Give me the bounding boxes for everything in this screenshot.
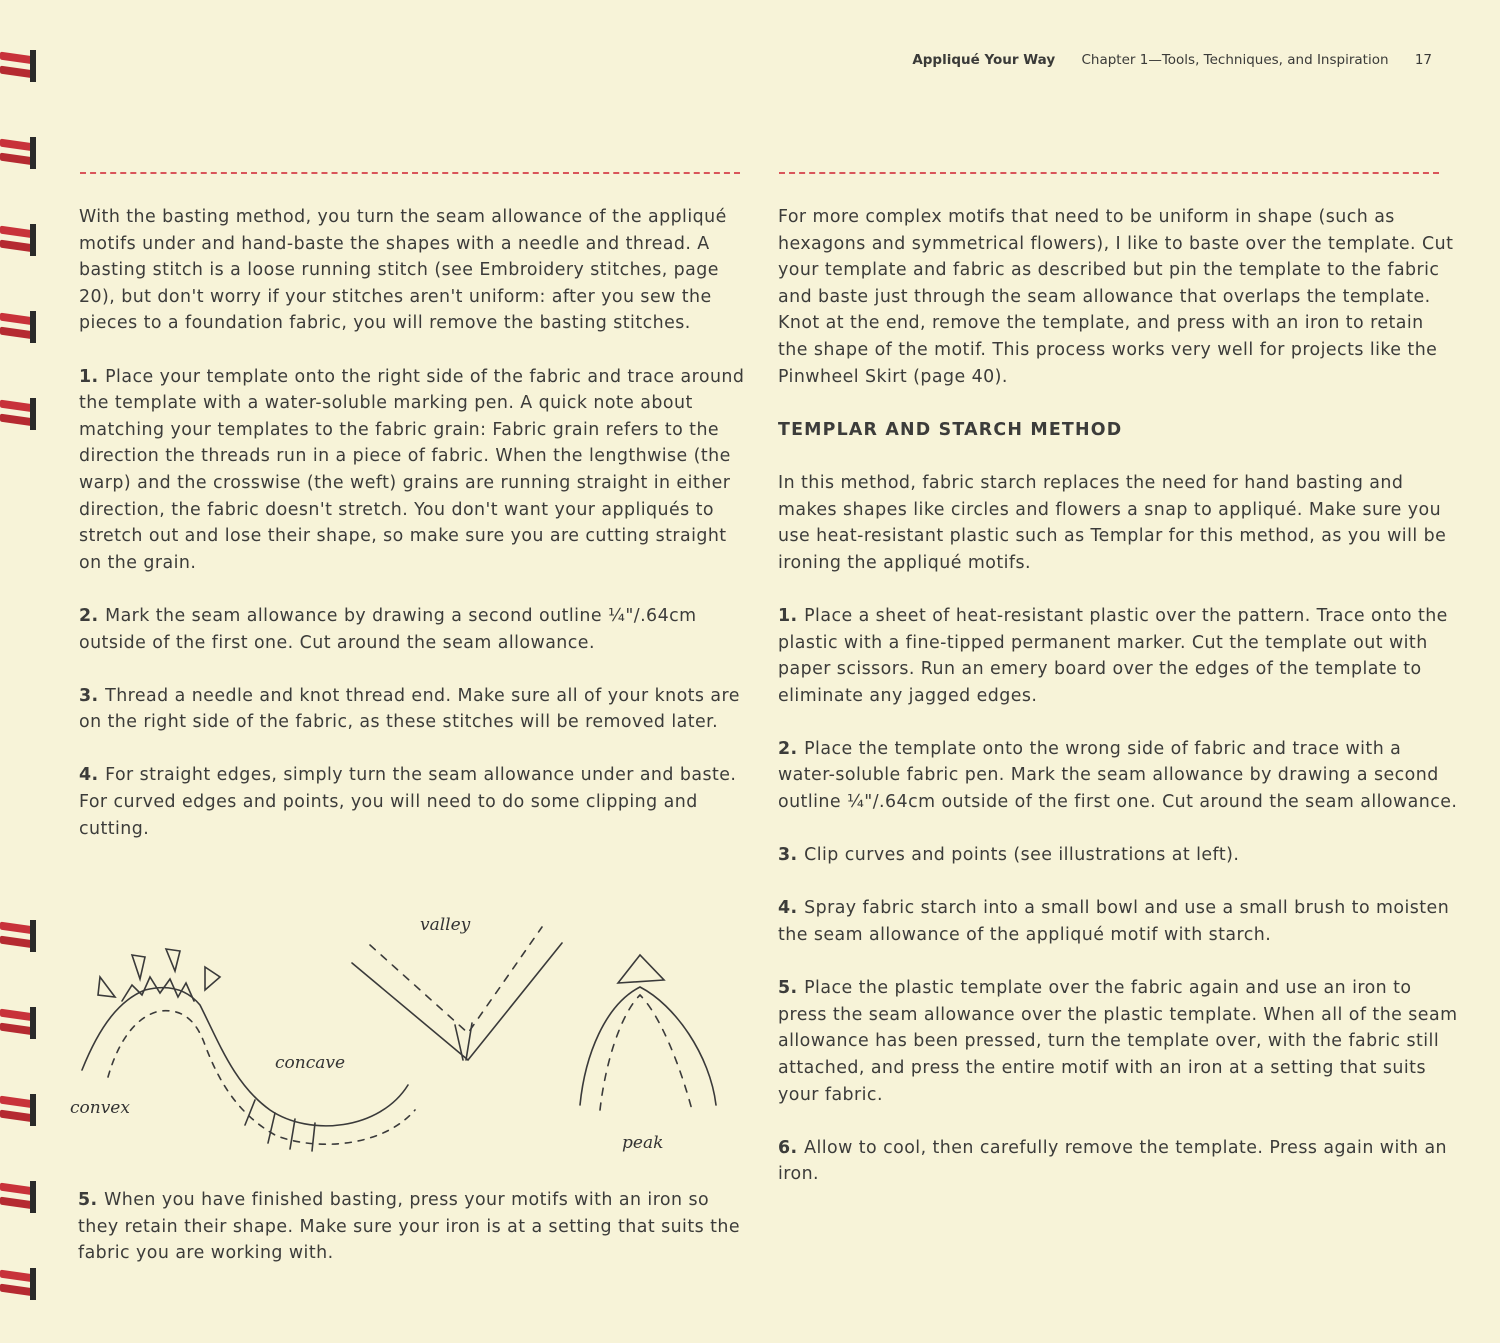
- cut-wedge: [166, 949, 180, 971]
- binding-ring: [0, 1092, 38, 1128]
- valley-outline: [352, 943, 562, 1060]
- step-number: 3.: [778, 845, 805, 866]
- convex-label: convex: [70, 1098, 130, 1118]
- binding-ring: [0, 48, 38, 84]
- right-intro-paragraph: For more complex motifs that need to be uniform in shape (such as hexagons and symmetrical flowers), I like to baste over the template. Cut your template and fabric as described but pin the template to the fabric and baste just through the seam allowance that overlaps the template. Knot at the end, remove the template, and press with an iron to retain the shape of the motif. This process works very well for projects like the Pinwheel Skirt (page 40).: [778, 207, 1454, 387]
- right-step-5: [778, 975, 1458, 1108]
- step-text: Mark the seam allowance by drawing a second outline ¼"/.64cm outside of the first one. Cut around the seam allowance.: [79, 605, 697, 653]
- step-number: 1.: [778, 605, 805, 626]
- binding-ring: [0, 309, 38, 345]
- valley-label: valley: [420, 915, 471, 935]
- right-step-6: [778, 1135, 1458, 1188]
- spiral-binding: [0, 0, 44, 1343]
- right-step-4: [778, 895, 1458, 948]
- step-number: 5.: [78, 1190, 105, 1210]
- step-text: Allow to cool, then carefully remove the template. Press again with an iron.: [778, 1137, 1448, 1185]
- step-text: Place a sheet of heat-resistant plastic over the pattern. Trace onto the plastic with a fine-tipped permanent marker. Cut the template out with paper scissors. Run an emery board over the edges of the template to eliminate any jagged edges.: [778, 605, 1448, 706]
- step-number: 6.: [778, 1137, 805, 1158]
- cut-wedge: [132, 955, 145, 979]
- cut-wedge: [205, 967, 220, 990]
- step-text: Place the template onto the wrong side of fabric and trace with a water-soluble fabric pen. Mark the seam allowance by drawing a second outline ¼"/.64cm outside of the first one. Cut around the seam allowance.: [778, 738, 1458, 813]
- step-text: Place your template onto the right side of the fabric and trace around the template with a water-soluble marking pen. A quick note about matching your templates to the fabric grain: Fabric grain refers to the direction the threads run in a piece of fabric. When the lengthwise (the warp) and the crosswise (the weft) grains are running straight in either direction, the fabric doesn't stretch. You don't want your appliqués to stretch out and lose their shape, so make sure you are cutting straight on the grain.: [79, 366, 745, 573]
- step-text: When you have finished basting, press your motifs with an iron so they retain their shape. Make sure your iron is at a setting that suits the fabric you are working with.: [78, 1190, 740, 1264]
- step-number: 5.: [778, 978, 805, 999]
- binding-ring: [0, 918, 38, 954]
- right-step-2: [778, 736, 1458, 816]
- peak-cut-tip: [618, 955, 664, 983]
- left-step-1: [79, 364, 749, 577]
- peak-label: peak: [622, 1133, 664, 1153]
- left-step-2: [79, 603, 749, 656]
- clipping-illustration: [60, 905, 760, 1175]
- step-number: 4.: [79, 765, 106, 786]
- left-step-5: [78, 1187, 748, 1267]
- binding-ring: [0, 396, 38, 432]
- convex-concave-dashed-line: [108, 1011, 415, 1145]
- step-text: Place the plastic template over the fabric again and use an iron to press the seam allowance over the plastic template. When all of the seam allowance has been pressed, turn the template over, with the fabric still attached, and press the entire motif with an iron at a setting that suits your fabric.: [778, 978, 1458, 1105]
- right-step-1: [778, 603, 1458, 709]
- step-number: 4.: [778, 898, 805, 919]
- section-heading: TEMPLAR AND STARCH METHOD: [778, 419, 1123, 440]
- binding-ring: [0, 1266, 38, 1302]
- step-number: 1.: [79, 366, 106, 387]
- step-number: 3.: [79, 685, 106, 706]
- binding-ring: [0, 1179, 38, 1215]
- left-dashed-rule: [80, 172, 740, 174]
- concave-label: concave: [275, 1053, 346, 1073]
- method-intro-paragraph: In this method, fabric starch replaces the need for hand basting and makes shapes like circles and flowers a snap to appliqué. Make sure you use heat-resistant plastic such as Templar for this method, as you will be ironing the appliqué motifs.: [778, 472, 1447, 573]
- running-header: [912, 52, 1432, 68]
- book-title: Appliqué Your Way: [912, 52, 1056, 68]
- page-number: 17: [1414, 52, 1432, 68]
- valley-dashed-line: [370, 927, 542, 1033]
- step-number: 2.: [79, 605, 106, 626]
- step-text: Spray fabric starch into a small bowl and use a small brush to moisten the seam allowance of the appliqué motif with starch.: [778, 898, 1450, 946]
- right-step-3: [778, 842, 1458, 869]
- step-number: 2.: [778, 738, 805, 759]
- peak-dashed-line: [600, 995, 692, 1110]
- step-text: Clip curves and points (see illustrations at left).: [804, 845, 1240, 866]
- right-column: [778, 204, 1458, 1215]
- convex-clips: [122, 977, 194, 1001]
- cut-wedge: [98, 977, 115, 997]
- left-step-4: [79, 762, 749, 842]
- binding-ring: [0, 1005, 38, 1041]
- step-text: For straight edges, simply turn the seam allowance under and baste. For curved edges and points, you will need to do some clipping and cutting.: [79, 765, 737, 839]
- left-intro-paragraph: With the basting method, you turn the seam allowance of the appliqué motifs under and hand-baste the shapes with a needle and thread. A basting stitch is a loose running stitch (see Embroidery stitches, page 20), but don't worry if your stitches aren't uniform: after you sew the pieces to a foundation fabric, you will remove the basting stitches.: [79, 207, 727, 334]
- chapter-title: Chapter 1—Tools, Techniques, and Inspiration: [1081, 52, 1389, 68]
- binding-ring: [0, 222, 38, 258]
- left-column: [79, 204, 749, 869]
- right-dashed-rule: [779, 172, 1439, 174]
- left-step-3: [79, 683, 749, 736]
- step-text: Thread a needle and knot thread end. Make sure all of your knots are on the right side of the fabric, as these stitches will be removed later.: [79, 685, 740, 733]
- binding-ring: [0, 135, 38, 171]
- convex-concave-outline: [82, 988, 408, 1126]
- concave-clips: [245, 1100, 315, 1151]
